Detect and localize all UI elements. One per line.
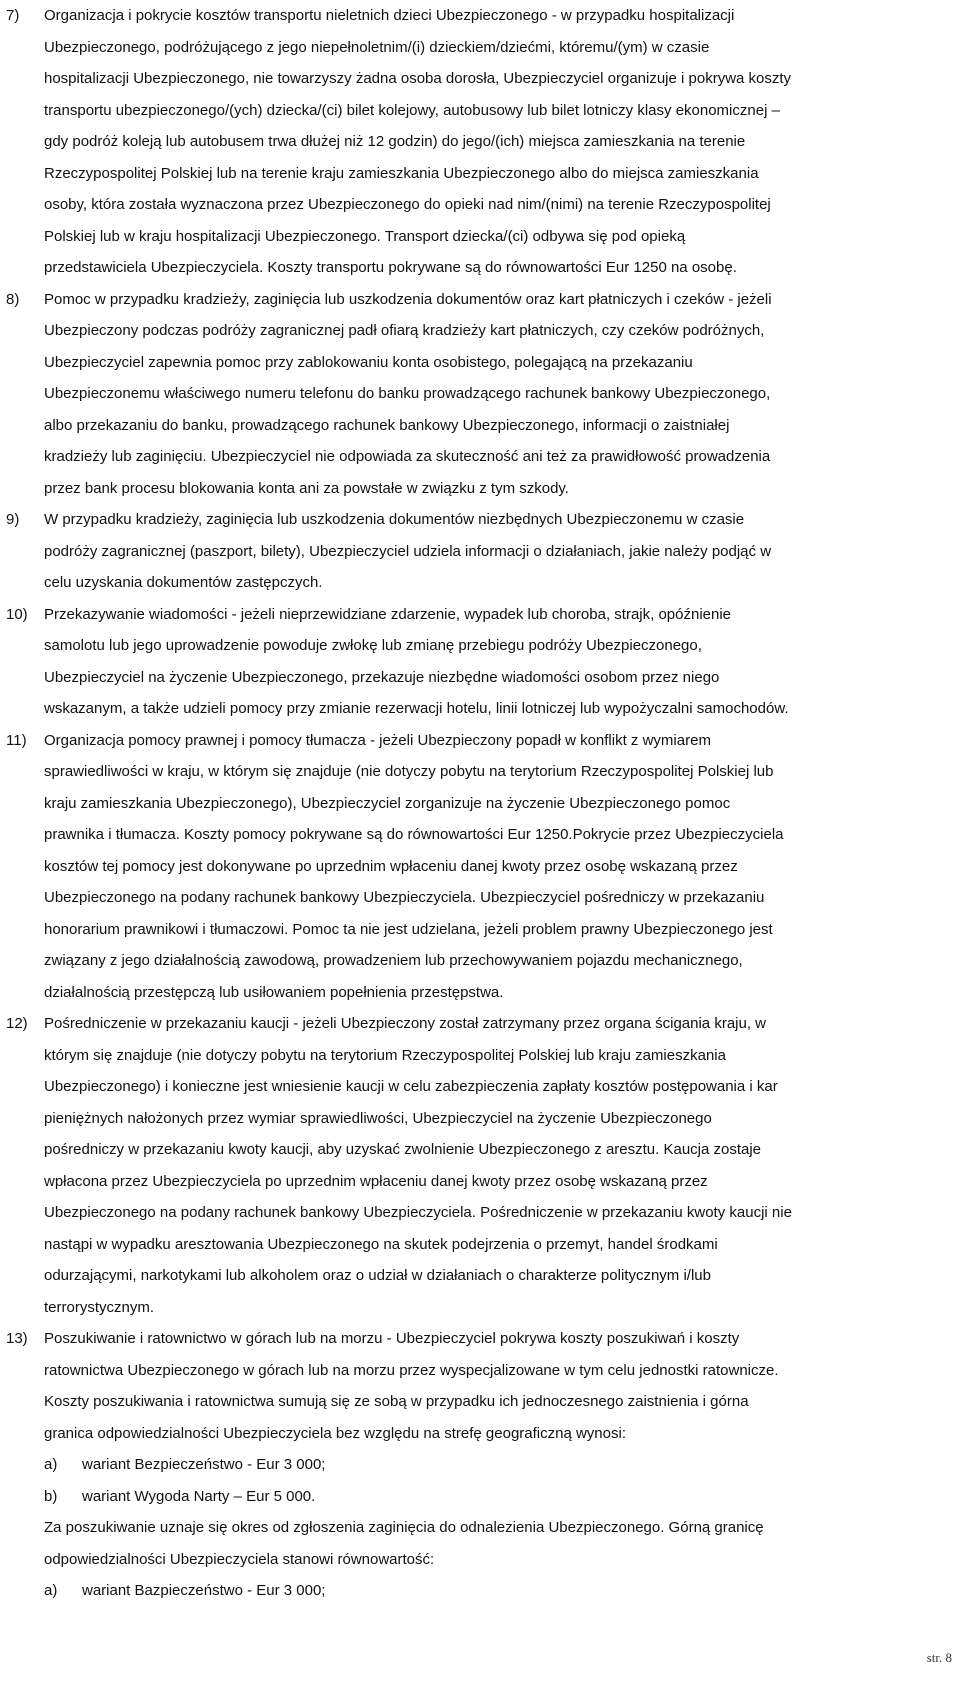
- item-number: 13): [6, 1330, 28, 1347]
- text-line: granica odpowiedzialności Ubezpieczyciela bez względu na strefę geograficzną wynosi:: [44, 1424, 626, 1442]
- item-number: 11): [6, 731, 27, 749]
- item-number: 12): [6, 1015, 28, 1032]
- option-text: wariant Wygoda Narty – Eur 5 000.: [82, 1487, 316, 1505]
- option-text: wariant Bezpieczeństwo - Eur 3 000;: [82, 1456, 326, 1473]
- text-line: Przekazywanie wiadomości - jeżeli nieprzewidziane zdarzenie, wypadek lub choroba, strajk, opóźnienie: [44, 605, 732, 623]
- text-line: Ubezpieczonego) i konieczne jest wniesienie kaucji w celu zabezpieczenia zapłaty kosztów postępowania i kar: [44, 1078, 778, 1095]
- option-line: [44, 1449, 958, 1481]
- item-number: 8): [6, 290, 20, 308]
- text-line: odurzającymi, narkotykami lub alkoholem oraz o udział w działaniach o charakterze politycznym i/lub: [44, 1267, 711, 1284]
- text-line: sprawiedliwości w kraju, w którym się znajduje (nie dotyczy pobytu na terytorium Rzeczypospolitej Polskiej lub: [44, 763, 774, 780]
- option-text: wariant Bazpieczeństwo - Eur 3 000;: [82, 1582, 326, 1599]
- text-line: Koszty poszukiwania i ratownictwa sumują się ze sobą w przypadku ich jednoczesnego zaistnienia i górna: [44, 1393, 749, 1410]
- text-line: Ubezpieczyciel na życzenie Ubezpieczonego, przekazuje niezbędne wiadomości osobom przez niego: [44, 668, 720, 686]
- text-line: przedstawiciela Ubezpieczyciela. Koszty transportu pokrywane są do równowartości Eur 1250 na osobę.: [44, 259, 737, 276]
- option-line: [44, 1575, 958, 1607]
- text-line: wskazanym, a także udzieli pomocy przy zmianie rezerwacji hotelu, linii lotniczej lub wypożyczalni samochodów.: [44, 700, 789, 717]
- text-line: wpłacona przez Ubezpieczyciela po uprzednim wpłaceniu danej kwoty przez osobę wskazaną przez: [44, 1172, 708, 1190]
- text-line: kraju zamieszkania Ubezpieczonego), Ubezpieczyciel zorganizuje na życzenie Ubezpieczonego pomoc: [44, 794, 731, 812]
- list-item: [6, 599, 956, 725]
- page-number: str. 8: [926, 1650, 952, 1665]
- list-item: [6, 504, 956, 599]
- text-line: Ubezpieczonego, podróżującego z jego niepełnoletnim/(i) dzieckiem/dziećmi, któremu/(ym) w czasie: [44, 38, 710, 56]
- text-line: odpowiedzialności Ubezpieczyciela stanowi równowartość:: [44, 1550, 435, 1568]
- text-line: terrorystycznym.: [44, 1298, 155, 1316]
- option-label: a): [44, 1456, 58, 1473]
- text-line: samolotu lub jego uprowadzenie powoduje zwłokę lub zmianę przebiegu podróży Ubezpieczonego,: [44, 637, 702, 654]
- text-line: honorarium prawnikowi i tłumaczowi. Pomoc ta nie jest udzielana, jeżeli problem prawny Ubezpieczonego jest: [44, 920, 773, 938]
- text-line: ratownictwa Ubezpieczonego w górach lub na morzu przez wyspecjalizowane w tym celu jednostki ratownicze.: [44, 1361, 779, 1379]
- document-body: [6, 0, 956, 1607]
- text-line: osoby, która została wyznaczona przez Ubezpieczonego do opieki nad nim/(nimi) na terenie Rzeczypospolitej: [44, 196, 771, 213]
- text-line: działalnością przestępczą lub usiłowaniem popełnienia przestępstwa.: [44, 983, 504, 1001]
- text-line: pośredniczy w przekazaniu kwoty kaucji, aby uzyskać zwolnienie Ubezpieczonego z aresztu. Kaucja zostaje: [44, 1141, 762, 1158]
- list-item: [6, 1323, 956, 1607]
- text-line: Pomoc w przypadku kradzieży, zaginięcia lub uszkodzenia dokumentów oraz kart płatniczych i czeków - jeżeli: [44, 290, 772, 308]
- text-line: którym się znajduje (nie dotyczy pobytu na terytorium Rzeczypospolitej Polskiej lub kraju zamieszkania: [44, 1046, 726, 1064]
- list-item: [6, 0, 956, 284]
- text-line: Ubezpieczyciel zapewnia pomoc przy zablokowaniu konta osobistego, polegającą na przekazaniu: [44, 353, 693, 371]
- text-line: Ubezpieczony podczas podróży zagranicznej padł ofiarą kradzieży kart płatniczych, czy czeków podróżnych,: [44, 322, 765, 339]
- text-line: Ubezpieczonego na podany rachunek bankowy Ubezpieczyciela. Pośredniczenie w przekazaniu kwoty kaucji nie: [44, 1204, 792, 1221]
- text-line: kosztów tej pomocy jest dokonywane po uprzednim wpłaceniu danej kwoty przez osobę wskazaną przez: [44, 857, 738, 875]
- text-line: związany z jego działalnością zawodową, prowadzeniem lub przechowywaniem pojazdu mechanicznego,: [44, 952, 743, 969]
- text-line: celu uzyskania dokumentów zastępczych.: [44, 574, 323, 591]
- option-label: b): [44, 1487, 58, 1505]
- text-line: Rzeczypospolitej Polskiej lub na terenie kraju zamieszkania Ubezpieczonego albo do miejsca zamieszkania: [44, 164, 759, 182]
- text-line: Ubezpieczonego na podany rachunek bankowy Ubezpieczyciela. Ubezpieczyciel pośredniczy w przekazaniu: [44, 889, 765, 906]
- list-item: [6, 284, 956, 505]
- text-line: hospitalizacji Ubezpieczonego, nie towarzyszy żadna osoba dorosła, Ubezpieczyciel organizuje i pokrywa koszty: [44, 70, 792, 87]
- text-line: Organizacja pomocy prawnej i pomocy tłumacza - jeżeli Ubezpieczony popadł w konflikt z wymiarem: [44, 731, 711, 749]
- item-number: 10): [6, 605, 28, 623]
- text-line: przez bank procesu blokowania konta ani za powstałe w związku z tym szkody.: [44, 479, 569, 497]
- option-line: [44, 1481, 958, 1513]
- text-line: Organizacja i pokrycie kosztów transportu nieletnich dzieci Ubezpieczonego - w przypadku hospitalizacji: [44, 7, 735, 24]
- text-line: Polskiej lub w kraju hospitalizacji Ubezpieczonego. Transport dziecka/(ci) odbywa się pod opieką: [44, 227, 686, 245]
- text-line: pieniężnych nałożonych przez wymiar sprawiedliwości, Ubezpieczyciel na życzenie Ubezpieczonego: [44, 1109, 712, 1127]
- option-label: a): [44, 1582, 58, 1599]
- text-line: kradzieży lub zaginięciu. Ubezpieczyciel nie odpowiada za skuteczność ani też za prawidłowość prowadzenia: [44, 448, 771, 465]
- text-line: podróży zagranicznej (paszport, bilety), Ubezpieczyciel udziela informacji o działaniach, jakie należy podjąć w: [44, 542, 772, 560]
- text-line: Pośredniczenie w przekazaniu kaucji - jeżeli Ubezpieczony został zatrzymany przez organa ścigania kraju, w: [44, 1015, 766, 1032]
- text-line: prawnika i tłumacza. Koszty pomocy pokrywane są do równowartości Eur 1250.Pokrycie przez Ubezpieczyciela: [44, 826, 784, 843]
- text-line: nastąpi w wypadku aresztowania Ubezpieczonego na skutek podejrzenia o przemyt, handel środkami: [44, 1235, 718, 1253]
- text-line: Za poszukiwanie uznaje się okres od zgłoszenia zaginięcia do odnalezienia Ubezpieczonego. Górną granicę: [44, 1519, 764, 1536]
- text-line: transportu ubezpieczonego/(ych) dziecka/(ci) bilet kolejowy, autobusowy lub bilet lotniczy klasy ekonomicznej –: [44, 101, 780, 119]
- list-item: [6, 1008, 956, 1323]
- text-line: Poszukiwanie i ratownictwo w górach lub na morzu - Ubezpieczyciel pokrywa koszty poszukiwań i koszty: [44, 1330, 740, 1347]
- item-number: 7): [6, 7, 20, 24]
- text-line: Ubezpieczonemu właściwego numeru telefonu do banku prowadzącego rachunek bankowy Ubezpieczonego,: [44, 385, 771, 402]
- text-line: W przypadku kradzieży, zaginięcia lub uszkodzenia dokumentów niezbędnych Ubezpieczonemu w czasie: [44, 511, 745, 528]
- text-line: gdy podróż koleją lub autobusem trwa dłużej niż 12 godzin) do jego/(ich) miejsca zamieszkania na terenie: [44, 133, 746, 150]
- text-line: albo przekazaniu do banku, prowadzącego rachunek bankowy Ubezpieczonego, informacji o zaistniałej: [44, 416, 730, 434]
- list-item: [6, 725, 956, 1009]
- item-number: 9): [6, 511, 20, 528]
